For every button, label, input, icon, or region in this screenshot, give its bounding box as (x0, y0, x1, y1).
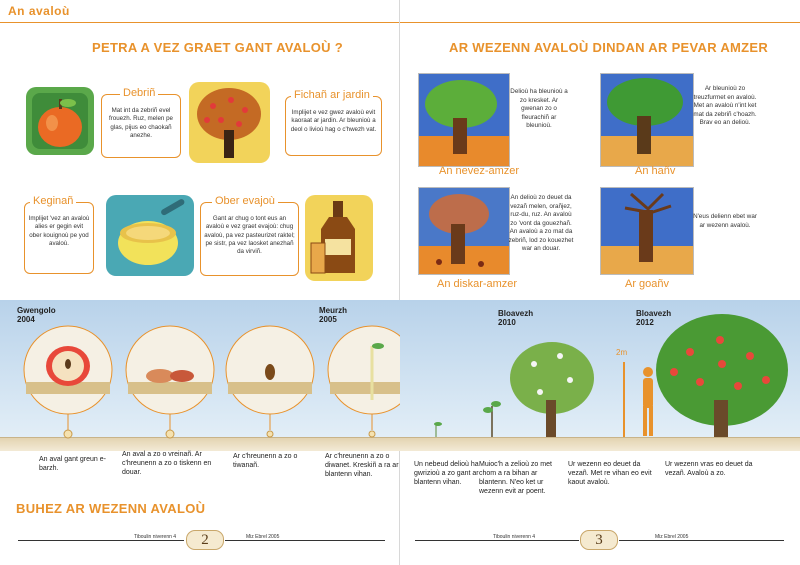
box-eating-text: Mat int da zebriñ evel frouezh. Ruz, melen pe glas, pijus eo chaokañ anezhe. (109, 107, 173, 140)
date-2012: Bloavezh 2012 (636, 309, 672, 328)
spring-tree-icon (419, 74, 509, 166)
autumn-tree-icon (419, 188, 509, 274)
section-label: An avaloù (8, 4, 70, 18)
footer-rule-left-a (18, 540, 184, 541)
seedling-medium-icon (483, 401, 501, 437)
header-rule-right (400, 22, 800, 23)
caption-stage-2: An aval a zo o vreinañ. Ar c'hreunenn a zo o tiskenn en douar. (122, 451, 212, 477)
summer-tree-icon (601, 74, 693, 166)
cider-bottle-illustration (303, 193, 375, 283)
box-garden-title: Fichañ ar jardin (291, 89, 373, 101)
page-number-right: 3 (580, 530, 618, 550)
caption-stage-4: Ar c'hreunenn a zo o diwanet. Kreskiñ a ra ar blantenn vihan. (325, 453, 399, 479)
right-page-title: AR WEZENN AVALOÙ DINDAN AR PEVAR AMZER (449, 40, 769, 55)
box-garden-text: Implijet e vez gwez avaloù evit kaoraat ar jardin. Ar bleunioù a deol o livioù hag o c'hwezh vat. (290, 109, 377, 133)
left-page-title: PETRA A VEZ GRAET GANT AVALOÙ ? (92, 40, 343, 55)
spring-image (418, 73, 510, 167)
footer-rule-right-a (415, 540, 579, 541)
header-rule-left (0, 22, 399, 23)
tree-growth (400, 300, 800, 451)
tree-icon (187, 80, 272, 165)
timeline-section-title: BUHEZ AR WEZENN AVALOÙ (16, 501, 206, 516)
autumn-image (418, 187, 510, 275)
young-tree-icon (510, 342, 594, 437)
caption-stage-1: An aval gant greun e-barzh. (39, 456, 106, 473)
box-drinks-title: Ober evajoù (212, 195, 278, 207)
blossom-tree-illustration (187, 80, 272, 165)
caption-stage-8: Ur wezenn vras eo deuet da vezañ. Avaloù a zo. (665, 461, 753, 478)
date-2010: Bloavezh 2010 (498, 309, 534, 328)
footer-right-magazine: Tiboulin niverenn 4 (493, 534, 536, 540)
footer-rule-left-b (225, 540, 385, 541)
bowl-illustration (104, 193, 196, 278)
page-number-left: 2 (186, 530, 224, 550)
spring-label: An nevez-amzer (439, 165, 520, 177)
caption-stage-7: Ur wezenn eo deuet da vezañ. Met re vihan eo evit kaout avaloù. (568, 461, 652, 487)
apple-icon (24, 85, 96, 157)
summer-image (600, 73, 694, 167)
caption-stage-6: Muioc'h a zelioù zo met chom a ra bihan ar blantenn. N'eo ket ur wezenn evit ar poent. (479, 461, 552, 496)
footer-left-magazine: Tiboulin niverenn 4 (134, 534, 177, 540)
caption-stage-3: Ar c'hreunenn a zo o tiwanañ. (233, 453, 298, 470)
seed-stage-circles (0, 300, 400, 440)
date-2004: Gwengolo 2004 (17, 306, 56, 325)
seedling-small-icon (434, 422, 442, 437)
footer-rule-right-b (619, 540, 784, 541)
stage-seed-icon (226, 326, 314, 414)
stage-sprout-icon (328, 326, 400, 414)
box-garden (285, 96, 382, 156)
summer-text: Ar bleunioù zo treuzfurmet en avaloù. Met an avaloù n'int ket mat da zebriñ c'hoazh. Brav eo an delioù. (693, 85, 757, 126)
bottle-icon (303, 193, 375, 283)
footer-right-date: Miz Ebrel 2005 (655, 534, 689, 540)
box-drinks (200, 202, 299, 276)
page-spine (399, 0, 400, 565)
winter-image (600, 187, 694, 275)
box-cooking-text: Implijet 'vez an avaloù alies er gegin evit ober kouignoù pe yod avaloù. (28, 215, 90, 248)
box-eating (101, 94, 181, 158)
date-2005: Meurzh 2005 (319, 306, 347, 325)
stage-rotting-apple-icon (126, 326, 214, 414)
stage-apple-cut-icon (24, 326, 112, 414)
footer-left-date: Miz Ebrel 2005 (246, 534, 280, 540)
winter-text: N'eus delienn ebet war ar wezenn avaloù. (693, 213, 757, 229)
autumn-text: An delioù zo deuet da vezañ melen, orañjez, ruz-du, ruz. An avaloù zo 'vont da gouezhañ. An avaloù a zo mat da zebriñ, lod zo kouezhet war an douar. (508, 194, 574, 252)
person-silhouette-icon (643, 367, 653, 436)
box-eating-title: Debriñ (120, 87, 158, 99)
box-cooking (24, 202, 94, 274)
spring-text: Delioù ha bleunioù a zo kresket. Ar gwenan zo o fleurachiñ ar bleunioù. (510, 88, 568, 129)
summer-label: An hañv (635, 165, 676, 177)
mature-tree-icon (656, 314, 788, 437)
bowl-icon (104, 193, 196, 278)
autumn-label: An diskar-amzer (437, 278, 518, 290)
height-marker-label: 2m (616, 348, 628, 357)
winter-tree-icon (601, 188, 693, 274)
winter-label: Ar goañv (625, 278, 670, 290)
apple-illustration (24, 85, 96, 157)
caption-stage-5: Un nebeud delioù ha gwrizioù a zo gant ar blantenn vihan. (414, 461, 479, 487)
box-cooking-title: Keginañ (30, 195, 76, 207)
box-drinks-text: Gant ar chug o tont eus an avaloù e vez graet evajoù: chug avaloù, pa vez pasteurizet raktel; pe sistr, pa vez laosket anezhañ da virviñ. (204, 215, 295, 256)
